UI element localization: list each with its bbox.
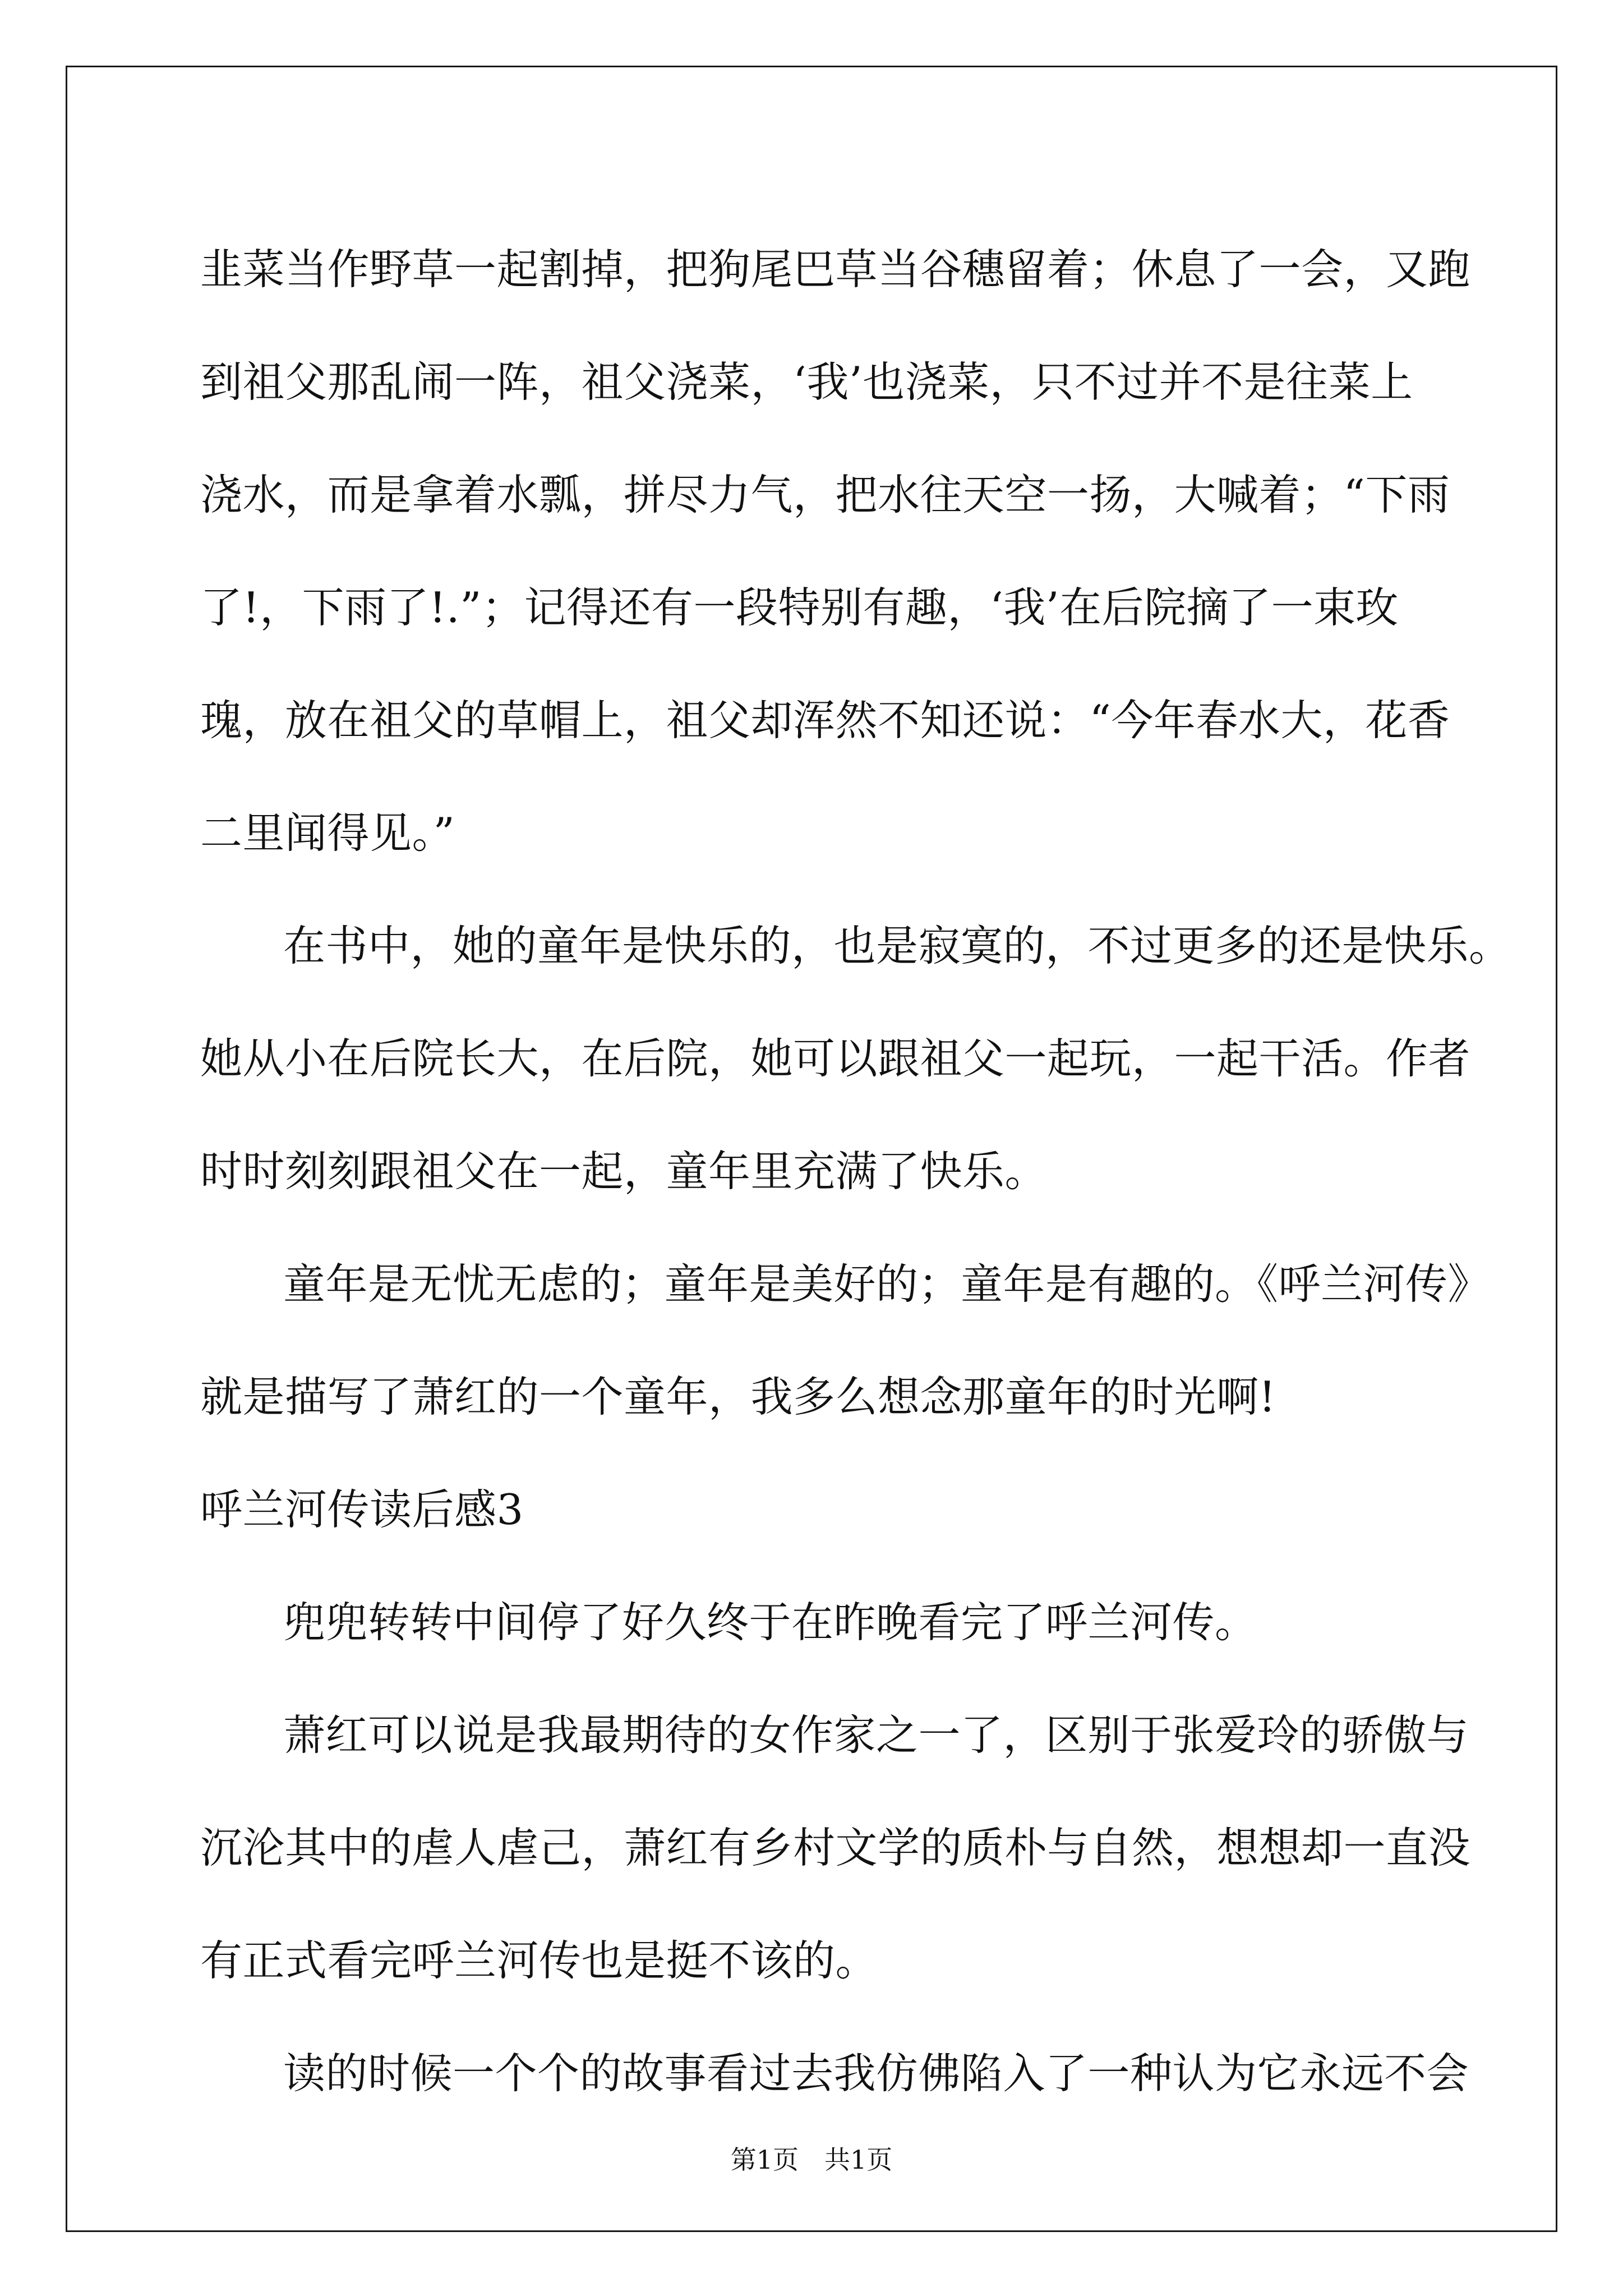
text-line: 韭菜当作野草一起割掉，把狗尾巴草当谷穗留着；休息了一会，又跑 <box>200 245 1471 294</box>
text-line: 她从小在后院长大，在后院，她可以跟祖父一起玩，一起干活。作者 <box>200 1034 1471 1083</box>
paragraph-first-line: 童年是无忧无虑的；童年是美好的；童年是有趣的。《呼兰河传》 <box>283 1259 1491 1309</box>
text-line: 瑰，放在祖父的草帽上，祖父却浑然不知还说：“今年春水大，花香 <box>200 696 1450 745</box>
text-line: 二里闻得见。” <box>200 808 455 858</box>
paragraph-first-line: 读的时候一个个的故事看过去我仿佛陷入了一种认为它永远不会 <box>283 2049 1469 2098</box>
section-heading: 呼兰河传读后感3 <box>200 1485 524 1534</box>
paragraph-first-line: 在书中，她的童年是快乐的，也是寂寞的，不过更多的还是快乐。 <box>283 921 1511 970</box>
document-body <box>200 213 1511 2130</box>
text-line: 浇水，而是拿着水瓢，拼尽力气，把水往天空一扬，大喊着；“下雨 <box>200 470 1450 519</box>
text-line: 时时刻刻跟祖父在一起，童年里充满了快乐。 <box>200 1147 1048 1196</box>
paragraph-first-line: 萧红可以说是我最期待的女作家之一了，区别于张爱玲的骄傲与 <box>283 1710 1469 1760</box>
paragraph-first-line: 兜兜转转中间停了好久终于在昨晚看完了呼兰河传。 <box>283 1598 1257 1647</box>
text-line: 了!，下雨了!.”；记得还有一段特别有趣，‘我’在后院摘了一束玫 <box>200 583 1399 632</box>
text-line: 沉沦其中的虐人虐己，萧红有乡村文学的质朴与自然，想想却一直没 <box>200 1823 1471 1872</box>
text-line: 到祖父那乱闹一阵，祖父浇菜，‘我’也浇菜，只不过并不是往菜上 <box>200 357 1413 407</box>
page-number-footer: 第1页 共1页 <box>730 2145 893 2175</box>
text-line: 有正式看完呼兰河传也是挺不该的。 <box>200 1936 878 1985</box>
text-line: 就是描写了萧红的一个童年，我多么想念那童年的时光啊! <box>200 1372 1276 1421</box>
